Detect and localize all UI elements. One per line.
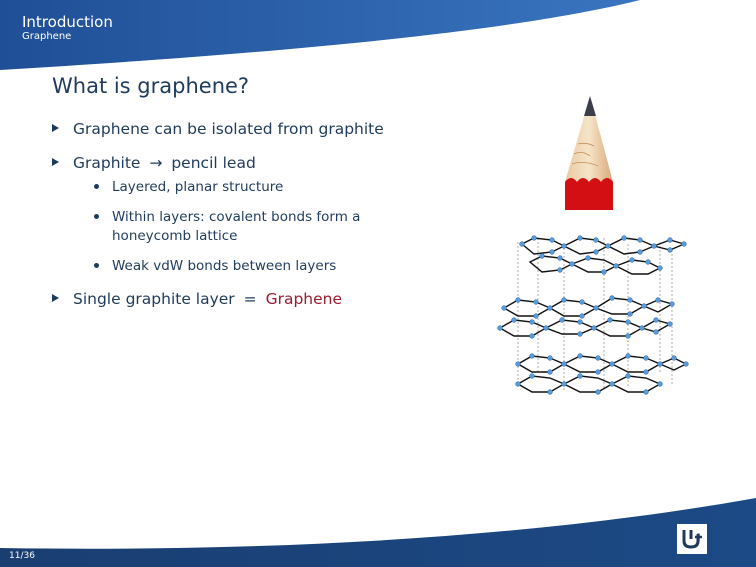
sub-item-text: Layered, planar structure: [112, 179, 284, 195]
equals-symbol: =: [243, 290, 257, 308]
dot-bullet-icon: [94, 214, 99, 219]
sub-list-item: [112, 257, 412, 276]
header-band: [0, 0, 756, 80]
arrow-symbol: →: [149, 154, 163, 172]
item-text-part: Single graphite layer: [73, 290, 235, 308]
triangle-bullet-icon: [52, 124, 59, 132]
list-item: [52, 290, 412, 308]
university-logo-icon: [677, 524, 707, 554]
sub-item-text: Within layers: covalent bonds form a honeycomb lattice: [112, 209, 361, 244]
item-text: Graphene can be isolated from graphite: [73, 120, 384, 138]
sub-list-item: [112, 178, 412, 197]
graphite-lattice-illustration: [494, 224, 694, 404]
page-number: 11/36: [9, 551, 35, 561]
item-text-part: pencil lead: [171, 154, 256, 172]
item-text-part: Graphite: [73, 154, 141, 172]
sub-list-item: [112, 208, 402, 246]
triangle-bullet-icon: [52, 158, 59, 166]
item-text: [73, 290, 342, 308]
sub-item-text: Weak vdW bonds between layers: [112, 258, 337, 274]
list-item: [52, 120, 412, 138]
subsection-title: Graphene: [22, 31, 72, 42]
item-list: [52, 118, 412, 308]
footer-band: [0, 496, 756, 567]
dot-bullet-icon: [94, 263, 99, 268]
triangle-bullet-icon: [52, 294, 59, 302]
section-title: Introduction: [22, 13, 113, 31]
graphene-highlight: Graphene: [265, 290, 343, 308]
list-item: [52, 154, 412, 172]
pencil-illustration: [552, 94, 622, 212]
item-text: [73, 154, 256, 172]
frame-title: What is graphene?: [52, 74, 250, 98]
dot-bullet-icon: [94, 184, 99, 189]
